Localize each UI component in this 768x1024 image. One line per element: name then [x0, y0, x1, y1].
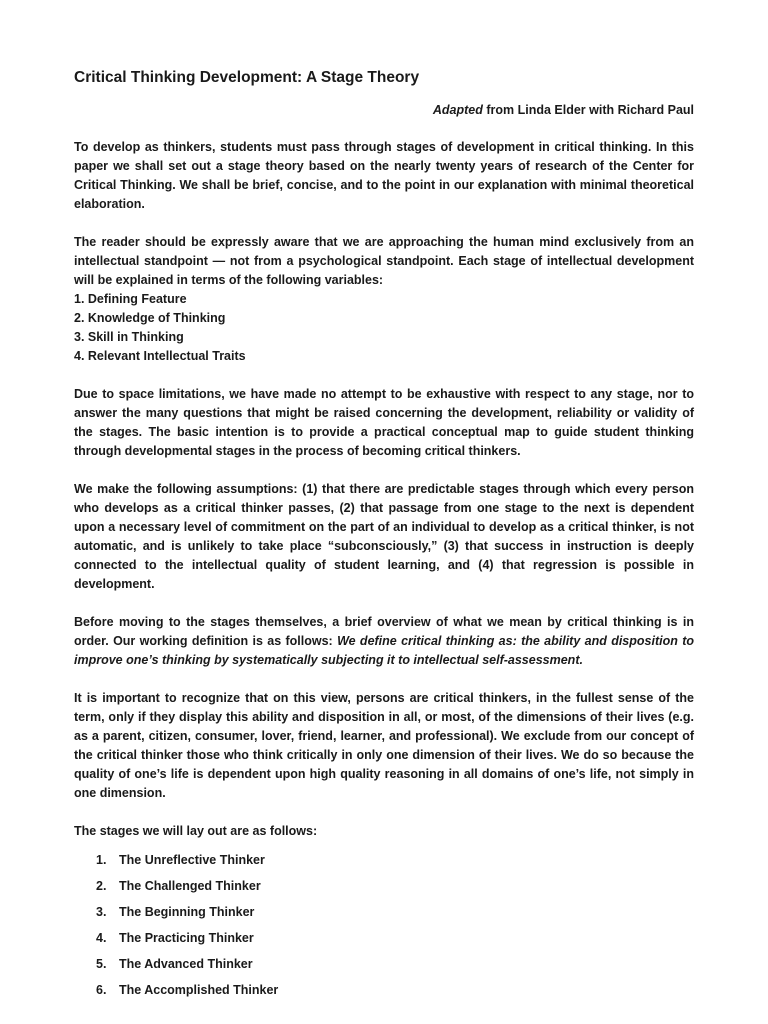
stage-item: [96, 981, 694, 999]
paragraph-assumptions: We make the following assumptions: (1) that there are predictable stages through which every person who develops as a critical thinker passes, (2) that passage from one stage to the next is dependent upon a necessary level of commitment on the part of an individual to develop as a critical thinker, is not automatic, and is unlikely to take place “subconsciously,” (3) that success in instruction is deeply connected to the intellectual quality of student learning, and (4) that regression is possible in development.: [74, 482, 694, 591]
stages-list: [96, 851, 694, 999]
stage-item: [96, 929, 694, 947]
stage-number: 5.: [96, 957, 107, 971]
stage-number: 2.: [96, 879, 107, 893]
variable-item: 3. Skill in Thinking: [74, 330, 184, 344]
stage-label: The Accomplished Thinker: [119, 983, 279, 997]
paragraph-limitations: Due to space limitations, we have made no attempt to be exhaustive with respect to any stage, nor to answer the many questions that might be raised concerning the development, reliability or validity of the stages. The basic intention is to provide a practical conceptual map to guide student thinking through developmental stages in the process of becoming critical thinkers.: [74, 387, 694, 458]
byline-authors: from Linda Elder with Richard Paul: [482, 103, 694, 117]
document-title: Critical Thinking Development: A Stage Theory: [74, 69, 420, 86]
variables-list: [74, 290, 694, 366]
byline: [74, 101, 694, 119]
stage-label: The Advanced Thinker: [119, 957, 253, 971]
paragraph-intro: To develop as thinkers, students must pass through stages of development in critical thinking. In this paper we shall set out a stage theory based on the nearly twenty years of research of the Center for Critical Thinking. We shall be brief, concise, and to the point in our explanation with minimal theoretical elaboration.: [74, 140, 694, 211]
stage-label: The Practicing Thinker: [119, 931, 254, 945]
paragraph-definition: [74, 613, 694, 670]
stage-number: 3.: [96, 905, 107, 919]
paragraph-dimensions: It is important to recognize that on this view, persons are critical thinkers, in the fullest sense of the term, only if they display this ability and disposition in all, or most, of the dimensions of their lives (e.g. as a parent, citizen, consumer, lover, friend, learner, and professional). We exclude from our concept of the critical thinker those who think critically in only one dimension of their lives. We do so because the quality of one’s life is dependent upon high quality reasoning in all domains of one’s life, not simply in one dimension.: [74, 691, 694, 800]
stage-item: [96, 903, 694, 921]
stage-number: 6.: [96, 983, 107, 997]
stage-number: 1.: [96, 853, 107, 867]
definition-text: We define critical thinking as: the ability and disposition to improve one’s thinking by systematically subjecting it to intellectual self-assessment.: [74, 634, 694, 667]
stage-label: The Unreflective Thinker: [119, 853, 265, 867]
stage-label: The Challenged Thinker: [119, 879, 261, 893]
stages-intro: The stages we will lay out are as follows:: [74, 824, 318, 838]
variable-item: 4. Relevant Intellectual Traits: [74, 349, 246, 363]
stage-number: 4.: [96, 931, 107, 945]
stage-item: [96, 851, 694, 869]
stage-item: [96, 877, 694, 895]
variable-item: 1. Defining Feature: [74, 292, 187, 306]
definition-lead: Before moving to the stages themselves, a brief overview of what we mean by critical thinking is in order. Our working definition is as follows:: [74, 615, 694, 648]
stage-item: [96, 955, 694, 973]
byline-adapted: Adapted: [432, 103, 483, 117]
stage-label: The Beginning Thinker: [119, 905, 255, 919]
variable-item: 2. Knowledge of Thinking: [74, 311, 226, 325]
paragraph-standpoint: The reader should be expressly aware that we are approaching the human mind exclusively from an intellectual standpoint — not from a psychological standpoint. Each stage of intellectual development will be explained in terms of the following variables:: [74, 235, 694, 287]
